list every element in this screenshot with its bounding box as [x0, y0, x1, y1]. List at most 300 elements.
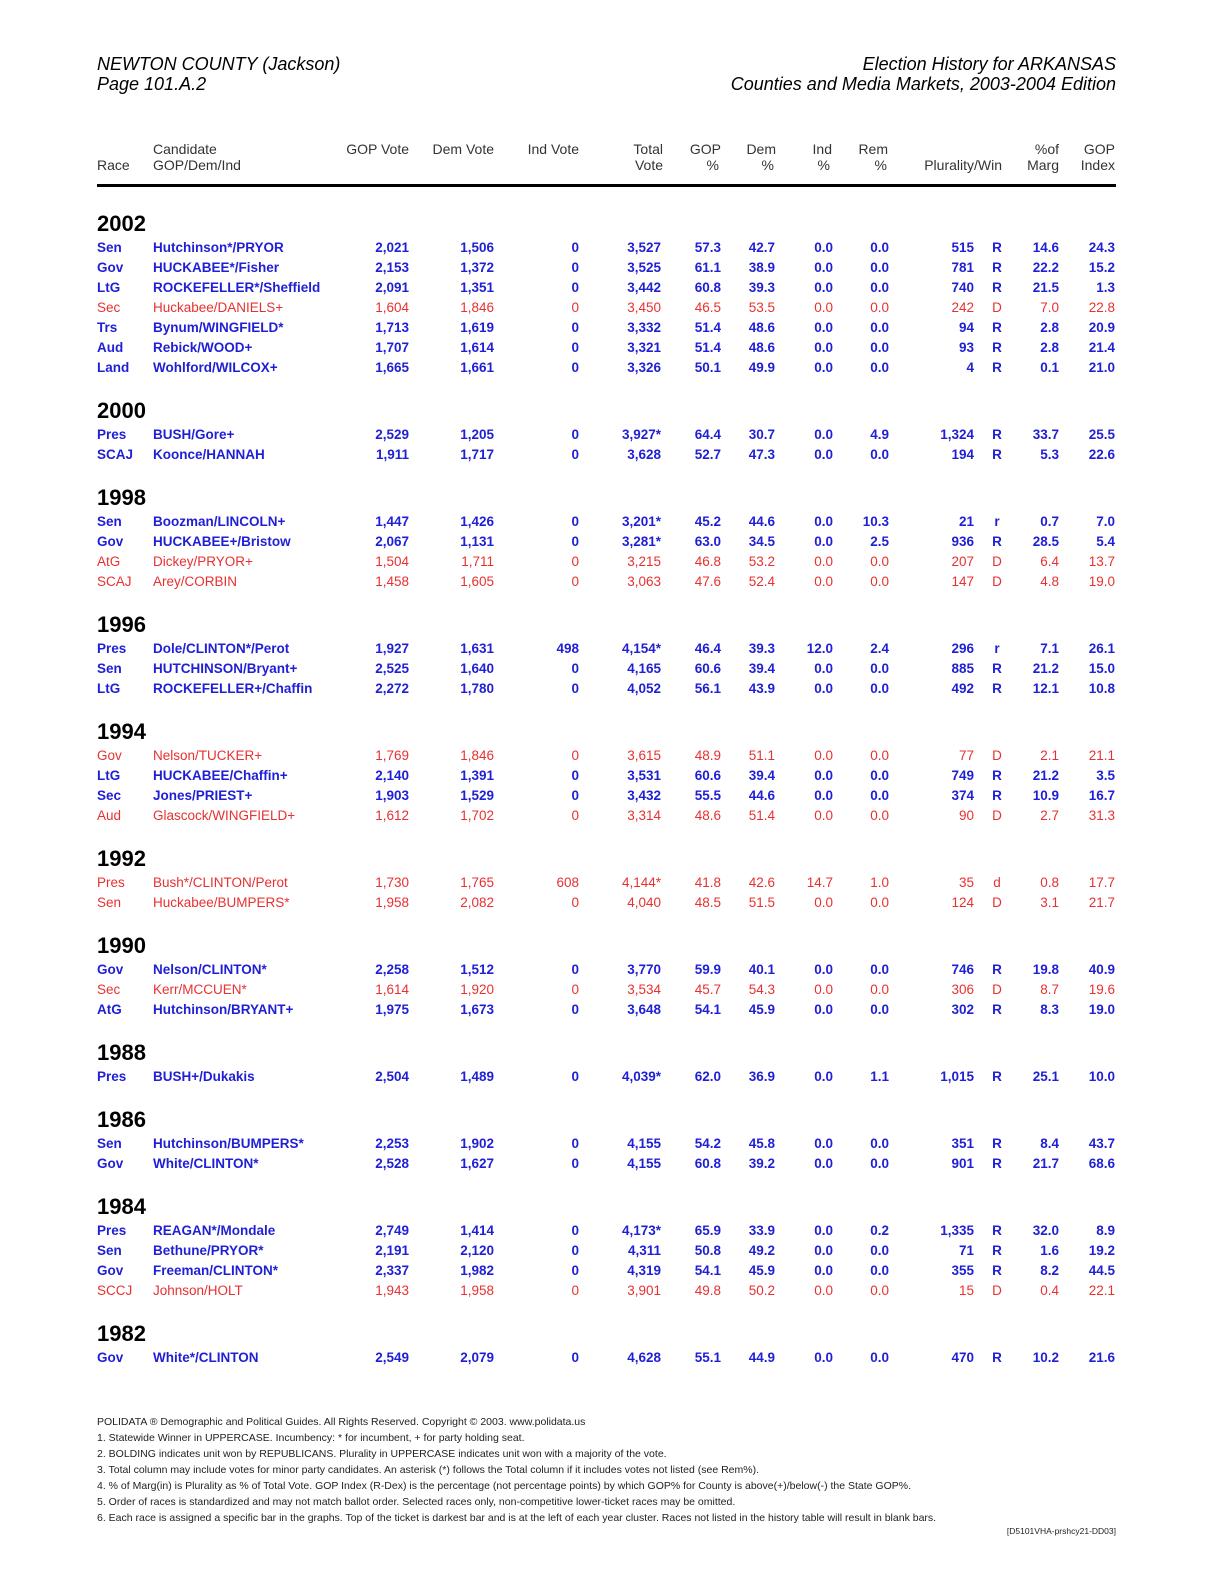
ind-vote-cell: 0	[571, 768, 579, 783]
ind-pct-cell: 0.0	[814, 574, 833, 589]
total-vote-cell: 4,040	[627, 895, 661, 910]
winner-cell: R	[992, 240, 1002, 255]
margin-pct-cell: 33.7	[1032, 427, 1059, 442]
gop-vote-cell: 1,975	[375, 1002, 409, 1017]
gop-vote-cell: 2,258	[375, 962, 409, 977]
rem-pct-cell: 0.2	[870, 1223, 889, 1238]
ind-vote-cell: 0	[571, 447, 579, 462]
plurality-cell: 306	[951, 982, 974, 997]
rem-pct-cell: 0.0	[870, 895, 889, 910]
gop-pct-cell: 60.8	[694, 280, 721, 295]
table-row	[0, 660, 1224, 678]
margin-pct-cell: 8.4	[1040, 1136, 1059, 1151]
candidates-cell: Rebick/WOOD+	[153, 340, 253, 355]
rem-pct-cell: 0.0	[870, 748, 889, 763]
ind-vote-cell: 0	[571, 360, 579, 375]
rem-pct-cell: 0.0	[870, 681, 889, 696]
race-cell: Gov	[97, 962, 124, 977]
plurality-cell: 207	[951, 554, 974, 569]
race-cell: Land	[97, 360, 130, 375]
table-row	[0, 747, 1224, 765]
candidates-cell: REAGAN*/Mondale	[153, 1223, 276, 1238]
winner-cell: R	[992, 1069, 1002, 1084]
gop-vote-cell: 1,707	[375, 340, 409, 355]
dem-vote-cell: 1,902	[460, 1136, 494, 1151]
gop-pct-cell: 48.5	[694, 895, 721, 910]
margin-pct-cell: 21.2	[1032, 768, 1059, 783]
plurality-cell: 93	[958, 340, 974, 355]
ind-pct-cell: 12.0	[806, 641, 833, 656]
total-vote-cell: 3,281*	[621, 534, 661, 549]
ind-pct-cell: 0.0	[814, 895, 833, 910]
footnote-1: 1. Statewide Winner in UPPERCASE. Incumbency: * for incumbent, + for party holding seat.	[97, 1432, 525, 1444]
dem-pct-cell: 45.9	[748, 1002, 775, 1017]
table-row	[0, 1068, 1224, 1086]
dem-vote-cell: 1,426	[460, 514, 494, 529]
margin-pct-cell: 8.7	[1040, 982, 1059, 997]
col-gop-vote: GOP Vote	[346, 141, 409, 157]
gop-index-cell: 25.5	[1088, 427, 1115, 442]
gop-index-cell: 19.6	[1088, 982, 1115, 997]
publication-subtitle: Counties and Media Markets, 2003-2004 Edition	[730, 74, 1116, 94]
table-row	[0, 640, 1224, 658]
col-dem-pct-sub: %	[761, 157, 774, 173]
margin-pct-cell: 4.8	[1040, 574, 1059, 589]
ind-vote-cell: 0	[571, 514, 579, 529]
year-heading: 1988	[97, 1040, 146, 1065]
ind-pct-cell: 0.0	[814, 360, 833, 375]
table-row	[0, 239, 1224, 257]
dem-vote-cell: 1,372	[460, 260, 494, 275]
dem-vote-cell: 1,711	[461, 554, 494, 569]
ind-vote-cell: 0	[571, 280, 579, 295]
dem-vote-cell: 1,661	[460, 360, 494, 375]
ind-pct-cell: 0.0	[814, 1283, 833, 1298]
dem-vote-cell: 1,391	[460, 768, 494, 783]
plurality-cell: 901	[951, 1156, 974, 1171]
plurality-cell: 351	[951, 1136, 974, 1151]
gop-index-cell: 15.2	[1088, 260, 1115, 275]
candidates-cell: Arey/CORBIN	[153, 574, 238, 589]
dem-pct-cell: 39.4	[748, 661, 775, 676]
dem-vote-cell: 1,673	[460, 1002, 494, 1017]
dem-pct-cell: 50.2	[748, 1283, 775, 1298]
gop-vote-cell: 2,253	[375, 1136, 409, 1151]
winner-cell: D	[992, 300, 1002, 315]
ind-vote-cell: 0	[571, 748, 579, 763]
dem-vote-cell: 1,529	[460, 788, 494, 803]
ind-vote-cell: 498	[556, 641, 579, 656]
margin-pct-cell: 10.2	[1032, 1350, 1059, 1365]
dem-pct-cell: 48.6	[748, 320, 775, 335]
gop-index-cell: 44.5	[1088, 1263, 1115, 1278]
rem-pct-cell: 0.0	[870, 982, 889, 997]
table-row	[0, 359, 1224, 377]
candidates-cell: Hutchinson/BUMPERS*	[153, 1136, 304, 1151]
ind-vote-cell: 0	[571, 1350, 579, 1365]
ind-vote-cell: 0	[571, 240, 579, 255]
table-row	[0, 894, 1224, 912]
total-vote-cell: 4,311	[627, 1243, 661, 1258]
gop-pct-cell: 65.9	[694, 1223, 721, 1238]
col-total-sub: Vote	[634, 157, 663, 173]
footnote-6: 6. Each race is assigned a specific bar in the graphs. Top of the ticket is darkest bar and is at the left of each year cluster. Races not listed in the history table will result in blank bars.	[97, 1512, 937, 1524]
winner-cell: D	[992, 1283, 1002, 1298]
total-vote-cell: 4,144*	[621, 875, 661, 890]
dem-pct-cell: 51.4	[748, 808, 775, 823]
candidates-cell: Glascock/WINGFIELD+	[153, 808, 296, 823]
dem-pct-cell: 44.9	[748, 1350, 775, 1365]
plurality-cell: 302	[951, 1002, 974, 1017]
rem-pct-cell: 0.0	[870, 300, 889, 315]
race-cell: Pres	[97, 875, 125, 890]
gop-pct-cell: 49.8	[694, 1283, 721, 1298]
winner-cell: R	[992, 340, 1002, 355]
table-row	[0, 787, 1224, 805]
gop-index-cell: 40.9	[1088, 962, 1115, 977]
plurality-cell: 242	[951, 300, 974, 315]
gop-index-cell: 19.2	[1088, 1243, 1115, 1258]
rem-pct-cell: 0.0	[870, 447, 889, 462]
total-vote-cell: 3,901	[627, 1283, 661, 1298]
gop-pct-cell: 50.8	[694, 1243, 721, 1258]
rem-pct-cell: 2.4	[870, 641, 889, 656]
dem-pct-cell: 43.9	[748, 681, 775, 696]
winner-cell: R	[992, 661, 1002, 676]
col-marg-sub: Marg	[1027, 157, 1059, 173]
gop-pct-cell: 59.9	[694, 962, 721, 977]
footnote-5: 5. Order of races is standardized and may not match ballot order. Selected races only, non-competitive lower-ticket races may be omitted.	[97, 1496, 736, 1508]
gop-index-cell: 16.7	[1088, 788, 1115, 803]
winner-cell: R	[992, 1156, 1002, 1171]
gop-pct-cell: 54.1	[694, 1263, 721, 1278]
winner-cell: r	[994, 514, 1000, 529]
dem-vote-cell: 1,958	[460, 1283, 494, 1298]
footnote-copyright: POLIDATA ® Demographic and Political Guides. All Rights Reserved. Copyright © 2003. www.polidata.us	[97, 1416, 586, 1428]
race-cell: Sen	[97, 1136, 122, 1151]
table-row	[0, 767, 1224, 785]
candidates-cell: BUSH/Gore+	[153, 427, 235, 442]
total-vote-cell: 4,165	[627, 661, 661, 676]
footnote-4: 4. % of Marg(in) is Plurality as % of Total Vote. GOP Index (R-Dex) is the percentage (not percentage points) by which GOP% for County is above(+)/below(-) the State GOP%.	[97, 1480, 912, 1492]
table-row	[0, 981, 1224, 999]
gop-pct-cell: 45.2	[694, 514, 721, 529]
col-total: Total	[633, 141, 663, 157]
col-dem-pct: Dem	[746, 141, 776, 157]
race-cell: Sen	[97, 514, 122, 529]
winner-cell: r	[994, 641, 1000, 656]
margin-pct-cell: 21.5	[1032, 280, 1059, 295]
rem-pct-cell: 0.0	[870, 962, 889, 977]
total-vote-cell: 3,201*	[621, 514, 661, 529]
plurality-cell: 77	[958, 748, 974, 763]
plurality-cell: 35	[958, 875, 974, 890]
table-row	[0, 299, 1224, 317]
gop-index-cell: 43.7	[1088, 1136, 1115, 1151]
gop-vote-cell: 1,458	[375, 574, 409, 589]
gop-pct-cell: 50.1	[694, 360, 721, 375]
race-cell: SCAJ	[97, 574, 132, 589]
gop-index-cell: 24.3	[1088, 240, 1115, 255]
plurality-cell: 740	[951, 280, 974, 295]
gop-index-cell: 5.4	[1096, 534, 1115, 549]
total-vote-cell: 3,063	[627, 574, 661, 589]
winner-cell: D	[992, 554, 1002, 569]
total-vote-cell: 3,432	[627, 788, 661, 803]
candidates-cell: Hutchinson*/PRYOR	[153, 240, 284, 255]
ind-vote-cell: 0	[571, 1263, 579, 1278]
rem-pct-cell: 0.0	[870, 661, 889, 676]
col-gop-pct-sub: %	[706, 157, 719, 173]
race-cell: Sec	[97, 982, 121, 997]
publication-title: Election History for ARKANSAS	[862, 54, 1116, 74]
gop-index-cell: 21.6	[1088, 1350, 1115, 1365]
dem-vote-cell: 1,351	[460, 280, 494, 295]
dem-pct-cell: 49.2	[748, 1243, 775, 1258]
rem-pct-cell: 0.0	[870, 280, 889, 295]
gop-index-cell: 21.1	[1088, 748, 1115, 763]
plurality-cell: 296	[951, 641, 974, 656]
plurality-cell: 1,335	[940, 1223, 974, 1238]
plurality-cell: 515	[951, 240, 974, 255]
gop-pct-cell: 64.4	[694, 427, 721, 442]
dem-pct-cell: 42.7	[748, 240, 775, 255]
margin-pct-cell: 21.2	[1032, 661, 1059, 676]
table-row	[0, 426, 1224, 444]
page-number: Page 101.A.2	[97, 74, 207, 94]
dem-vote-cell: 2,120	[460, 1243, 494, 1258]
race-cell: Pres	[97, 1223, 127, 1238]
dem-vote-cell: 1,512	[460, 962, 494, 977]
dem-vote-cell: 1,920	[460, 982, 494, 997]
candidates-cell: ROCKEFELLER*/Sheffield	[153, 280, 321, 295]
race-cell: Sen	[97, 240, 122, 255]
margin-pct-cell: 22.2	[1032, 260, 1059, 275]
race-cell: LtG	[97, 681, 121, 696]
winner-cell: R	[992, 768, 1002, 783]
col-index-sub: Index	[1080, 157, 1115, 173]
rem-pct-cell: 0.0	[870, 1283, 889, 1298]
gop-pct-cell: 60.8	[694, 1156, 721, 1171]
dem-vote-cell: 1,131	[460, 534, 494, 549]
dem-pct-cell: 39.4	[748, 768, 775, 783]
ind-pct-cell: 0.0	[814, 1069, 833, 1084]
gop-vote-cell: 1,504	[375, 554, 409, 569]
plurality-cell: 936	[951, 534, 974, 549]
gop-pct-cell: 48.9	[694, 748, 721, 763]
total-vote-cell: 3,215	[627, 554, 661, 569]
winner-cell: R	[992, 788, 1002, 803]
rem-pct-cell: 0.0	[870, 1243, 889, 1258]
plurality-cell: 492	[951, 681, 974, 696]
ind-pct-cell: 0.0	[814, 808, 833, 823]
column-headers	[0, 141, 1224, 177]
plurality-cell: 374	[951, 788, 974, 803]
ind-vote-cell: 0	[571, 1156, 579, 1171]
col-ind-pct: Ind	[812, 141, 832, 157]
dem-pct-cell: 42.6	[748, 875, 775, 890]
gop-vote-cell: 2,549	[375, 1350, 409, 1365]
plurality-cell: 470	[951, 1350, 974, 1365]
candidates-cell: BUSH+/Dukakis	[153, 1069, 255, 1084]
gop-index-cell: 21.7	[1088, 895, 1115, 910]
rem-pct-cell: 10.3	[862, 514, 889, 529]
total-vote-cell: 3,314	[627, 808, 661, 823]
ind-pct-cell: 0.0	[814, 447, 833, 462]
rem-pct-cell: 2.5	[870, 534, 889, 549]
winner-cell: R	[992, 681, 1002, 696]
candidates-cell: Hutchinson/BRYANT+	[153, 1002, 294, 1017]
gop-index-cell: 22.8	[1088, 300, 1115, 315]
dem-vote-cell: 1,702	[460, 808, 494, 823]
winner-cell: D	[992, 895, 1002, 910]
gop-vote-cell: 2,067	[375, 534, 409, 549]
gop-vote-cell: 2,091	[375, 280, 409, 295]
table-row	[0, 1349, 1224, 1367]
rem-pct-cell: 4.9	[870, 427, 889, 442]
table-row	[0, 807, 1224, 825]
rem-pct-cell: 0.0	[870, 788, 889, 803]
gop-vote-cell: 2,337	[375, 1263, 409, 1278]
plurality-cell: 355	[951, 1263, 974, 1278]
ind-pct-cell: 0.0	[814, 1223, 833, 1238]
candidates-cell: Jones/PRIEST+	[153, 788, 253, 803]
winner-cell: D	[992, 982, 1002, 997]
ind-vote-cell: 0	[571, 574, 579, 589]
ind-pct-cell: 0.0	[814, 280, 833, 295]
gop-vote-cell: 1,713	[375, 320, 409, 335]
col-rem-pct-sub: %	[874, 157, 887, 173]
col-rem-pct: Rem	[858, 141, 888, 157]
total-vote-cell: 4,173*	[621, 1223, 661, 1238]
plurality-cell: 15	[958, 1283, 974, 1298]
rem-pct-cell: 0.0	[870, 340, 889, 355]
dem-vote-cell: 1,846	[460, 748, 494, 763]
dem-pct-cell: 54.3	[748, 982, 775, 997]
winner-cell: R	[992, 360, 1002, 375]
table-row	[0, 1135, 1224, 1153]
winner-cell: R	[992, 1243, 1002, 1258]
gop-pct-cell: 63.0	[694, 534, 721, 549]
col-candidate: Candidate	[153, 141, 217, 157]
margin-pct-cell: 5.3	[1040, 447, 1059, 462]
winner-cell: D	[992, 808, 1002, 823]
ind-pct-cell: 0.0	[814, 534, 833, 549]
table-row	[0, 446, 1224, 464]
dem-vote-cell: 1,506	[460, 240, 494, 255]
dem-pct-cell: 52.4	[748, 574, 775, 589]
candidates-cell: Freeman/CLINTON*	[153, 1263, 279, 1278]
race-cell: Aud	[97, 808, 122, 823]
gop-vote-cell: 1,943	[375, 1283, 409, 1298]
dem-pct-cell: 47.3	[748, 447, 775, 462]
table-row	[0, 279, 1224, 297]
ind-vote-cell: 0	[571, 962, 579, 977]
year-heading: 2000	[97, 398, 146, 423]
rem-pct-cell: 0.0	[870, 1263, 889, 1278]
gop-index-cell: 21.4	[1088, 340, 1115, 355]
table-row	[0, 319, 1224, 337]
candidates-cell: Bush*/CLINTON/Perot	[153, 875, 288, 890]
plurality-cell: 71	[958, 1243, 974, 1258]
margin-pct-cell: 10.9	[1032, 788, 1059, 803]
candidates-cell: Kerr/MCCUEN*	[153, 982, 247, 997]
gop-pct-cell: 54.1	[694, 1002, 721, 1017]
gop-vote-cell: 1,730	[375, 875, 409, 890]
gop-vote-cell: 2,021	[375, 240, 409, 255]
ind-vote-cell: 0	[571, 895, 579, 910]
rem-pct-cell: 0.0	[870, 320, 889, 335]
plurality-cell: 1,015	[940, 1069, 974, 1084]
winner-cell: D	[992, 574, 1002, 589]
table-row	[0, 874, 1224, 892]
ind-vote-cell: 0	[571, 1136, 579, 1151]
candidates-cell: Johnson/HOLT	[153, 1283, 243, 1298]
ind-vote-cell: 0	[571, 300, 579, 315]
ind-pct-cell: 0.0	[814, 982, 833, 997]
winner-cell: R	[992, 1002, 1002, 1017]
ind-pct-cell: 0.0	[814, 1002, 833, 1017]
table-row	[0, 961, 1224, 979]
rem-pct-cell: 0.0	[870, 1136, 889, 1151]
page-header-right	[731, 54, 1116, 94]
year-heading: 1986	[97, 1107, 146, 1132]
total-vote-cell: 3,527	[627, 240, 661, 255]
margin-pct-cell: 21.7	[1032, 1156, 1059, 1171]
margin-pct-cell: 32.0	[1032, 1223, 1059, 1238]
margin-pct-cell: 7.1	[1040, 641, 1059, 656]
plurality-cell: 1,324	[940, 427, 974, 442]
plurality-cell: 94	[958, 320, 974, 335]
plurality-cell: 746	[951, 962, 974, 977]
dem-pct-cell: 39.3	[748, 280, 775, 295]
candidates-cell: HUCKABEE*/Fisher	[153, 260, 280, 275]
gop-index-cell: 68.6	[1088, 1156, 1115, 1171]
gop-vote-cell: 1,612	[375, 808, 409, 823]
gop-vote-cell: 2,191	[375, 1243, 409, 1258]
gop-vote-cell: 2,749	[375, 1223, 409, 1238]
col-ind-pct-sub: %	[817, 157, 830, 173]
gop-vote-cell: 2,153	[375, 260, 409, 275]
margin-pct-cell: 1.6	[1040, 1243, 1059, 1258]
document-code: [D5101VHA-prshcy21-DD03]	[1006, 1526, 1116, 1536]
ind-vote-cell: 0	[571, 681, 579, 696]
gop-index-cell: 13.7	[1088, 554, 1115, 569]
table-row	[0, 680, 1224, 698]
gop-pct-cell: 61.1	[694, 260, 721, 275]
ind-pct-cell: 0.0	[814, 260, 833, 275]
gop-index-cell: 7.0	[1096, 514, 1115, 529]
ind-vote-cell: 0	[571, 427, 579, 442]
table-row	[0, 1262, 1224, 1280]
race-cell: Aud	[97, 340, 124, 355]
dem-vote-cell: 2,082	[460, 895, 494, 910]
table-row	[0, 1242, 1224, 1260]
margin-pct-cell: 19.8	[1032, 962, 1059, 977]
gop-vote-cell: 2,529	[375, 427, 409, 442]
dem-vote-cell: 1,614	[460, 340, 494, 355]
rem-pct-cell: 0.0	[870, 768, 889, 783]
col-dem-vote: Dem Vote	[432, 141, 494, 157]
table-row	[0, 1001, 1224, 1019]
margin-pct-cell: 6.4	[1040, 554, 1059, 569]
gop-index-cell: 10.0	[1088, 1069, 1115, 1084]
gop-index-cell: 19.0	[1088, 1002, 1115, 1017]
total-vote-cell: 3,534	[627, 982, 661, 997]
plurality-cell: 781	[951, 260, 974, 275]
dem-pct-cell: 51.5	[748, 895, 775, 910]
ind-pct-cell: 0.0	[814, 1156, 833, 1171]
